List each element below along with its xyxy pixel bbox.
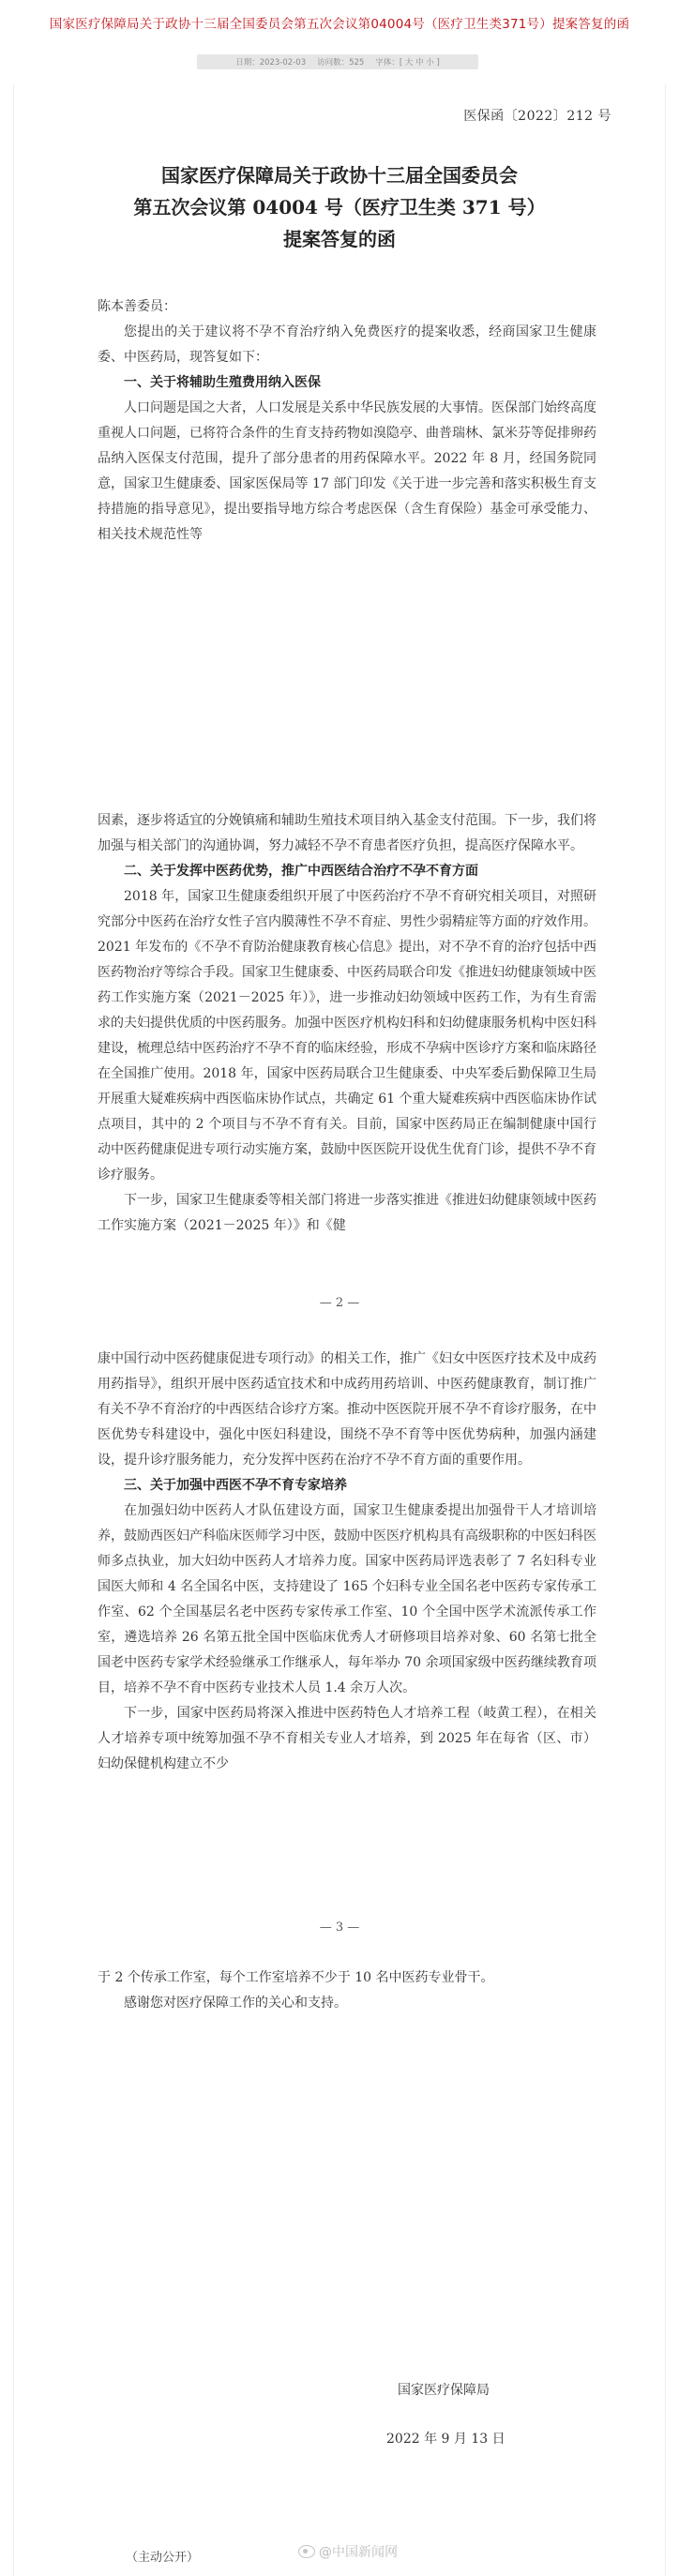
section-heading: 一、关于将辅助生殖费用纳入医保 xyxy=(124,375,321,390)
document-title xyxy=(0,159,679,255)
weibo-icon xyxy=(298,2545,315,2558)
article-title: 国家医疗保障局关于政协十三届全国委员会第五次会议第04004号（医疗卫生类371号）提案答复的函 xyxy=(49,17,630,32)
paragraph: 2018 年，国家卫生健康委组织开展了中医药治疗不孕不育研究相关项目，对照研究部分中医药在治疗女性子宫内膜薄性不孕不育症、男性少弱精症等方面的疗效作用。2021 年发布的《不孕不育防治健康教育核心信息》提出，对不孕不育的治疗包括中西医药物治疗等综合手段。国家卫生健康委、中医药局联合印发《推进妇幼健康领域中医药工作实施方案（2021－2025 年）》，进一步推动妇幼领域中医药工作，为有生育需求的夫妇提供优质的中医药服务。加强中医医疗机构妇科和妇幼健康服务机构中医妇科建设，梳理总结中医药治疗不孕不育的临床经验，形成不孕病中医诊疗方案和临床路径在全国推广使用。2018 年，国家中医药局联合卫生健康委、中央军委后勤保障卫生局开展重大疑难疾病中西医临床协作试点，共确定 61 个重大疑难疾病中西医临床协作试点项目，其中的 2 个项目与不孕不育有关。目前，国家中医药局正在编制健康中国行动中医药健康促进专项行动实施方案，鼓励中医医院开设优生优育门诊，提供不孕不育诊疗服务。 xyxy=(98,889,596,1183)
watermark-text: @中国新闻网 xyxy=(319,2545,398,2560)
paragraph: 人口问题是国之大者，人口发展是关系中华民族发展的大事情。医保部门始终高度重视人口问题，已将符合条件的生育支持药物如溴隐亭、曲普瑞林、氯米芬等促排卵药品纳入医保支付范围，提升了部分患者的用药保障水平。2022 年 8 月，经国务院同意，国家卫生健康委、国家医保局等 17 部门印发《关于进一步完善和落实积极生育支持措施的指导意见》，提出要指导地方综合考虑医保（含生育保险）基金可承受能力、相关技术规范性等 xyxy=(98,400,596,542)
paragraph: 您提出的关于建议将不孕不育治疗纳入免费医疗的提案收悉，经商国家卫生健康委、中医药局，现答复如下： xyxy=(98,324,596,365)
page1-body xyxy=(98,294,596,548)
view-count: 访问数：525 xyxy=(317,58,365,68)
page-number: — 3 — xyxy=(319,1921,360,1935)
section-heading: 三、关于加强中西医不孕不育专家培养 xyxy=(124,1478,347,1493)
document-number: 医保函〔2022〕212 号 xyxy=(463,109,611,124)
paragraph: 康中国行动中医药健康促进专项行动》的相关工作，推广《妇女中医医疗技术及中成药用药指导》，组织开展中医药适宜技术和中成药用药培训、中医药健康教育，制订推广有关不孕不育治疗的中西医结合诊疗方案。推动中医医院开展不孕不育诊疗服务，在中医优势专科建设中，强化中医妇科建设，围绕不孕不育等中医优势病种，加强内涵建设，提升诊疗服务能力，充分发挥中医药在治疗不孕不育方面的重要作用。 xyxy=(98,1351,596,1468)
font-size-switcher[interactable]: 字体：[ 大 中 小 ] xyxy=(375,58,440,68)
page2-body xyxy=(98,808,596,1239)
disclosure-note: （主动公开） xyxy=(126,2551,200,2565)
section-heading: 二、关于发挥中医药优势，推广中西医结合治疗不孕不育方面 xyxy=(124,864,478,879)
signature-organization: 国家医疗保障局 xyxy=(398,2383,490,2398)
paragraph: 下一步，国家卫生健康委等相关部门将进一步落实推进《推进妇幼健康领域中医药工作实施方案（2021－2025 年）》和《健 xyxy=(98,1193,596,1233)
paragraph: 于 2 个传承工作室，每个工作室培养不少于 10 名中医药专业骨干。 xyxy=(98,1970,494,1985)
salutation: 陈本善委员： xyxy=(98,299,176,314)
title-line: 国家医疗保障局关于政协十三届全国委员会 xyxy=(161,164,518,187)
title-line: 提案答复的函 xyxy=(283,228,396,250)
paragraph: 感谢您对医疗保障工作的关心和支持。 xyxy=(124,1996,347,2011)
paragraph: 因素，逐步将适宜的分娩镇痛和辅助生殖技术项目纳入基金支付范围。下一步，我们将加强与相关部门的沟通协调，努力减轻不孕不育患者医疗负担，提高医疗保障水平。 xyxy=(98,813,596,853)
paragraph: 下一步，国家中医药局将深入推进中医药特色人才培养工程（岐黄工程），在相关人才培养专项中统筹加强不孕不育相关专业人才培养，到 2025 年在每省（区、市）妇幼保健机构建立不少 xyxy=(98,1706,596,1771)
title-line: 第五次会议第 04004 号（医疗卫生类 371 号） xyxy=(133,196,546,218)
page-number: — 2 — xyxy=(319,1296,360,1310)
page-banner xyxy=(0,0,679,53)
article-meta-bar xyxy=(197,54,478,69)
signature-date: 2022 年 9 月 13 日 xyxy=(386,2432,505,2447)
page4-body xyxy=(98,1966,596,2016)
paragraph: 在加强妇幼中医药人才队伍建设方面，国家卫生健康委提出加强骨干人才培训培养，鼓励西医妇产科临床医师学习中医，鼓励中医医疗机构具有高级职称的中医妇科医师多点执业，加大妇幼中医药人才培养力度。国家中医药局评选表彰了 7 名妇科专业国医大师和 4 名全国名中医，支持建设了 165 个妇科专业全国名老中医药专家传承工作室、62 个全国基层名老中医药专家传承工作室、10 个全国中医学术流派传承工作室，遴选培养 26 名第五批全国中医临床优秀人才研修项目培养对象、60 名第七批全国老中医药专家学术经验继承工作继承人，每年举办 70 余项国家级中医药继续教育项目，培养不孕不育中医药专业技术人员 1.4 余万人次。 xyxy=(98,1503,596,1695)
publish-date: 日期：2023-02-03 xyxy=(235,58,307,68)
watermark xyxy=(298,2542,398,2561)
page3-body xyxy=(98,1347,596,1777)
